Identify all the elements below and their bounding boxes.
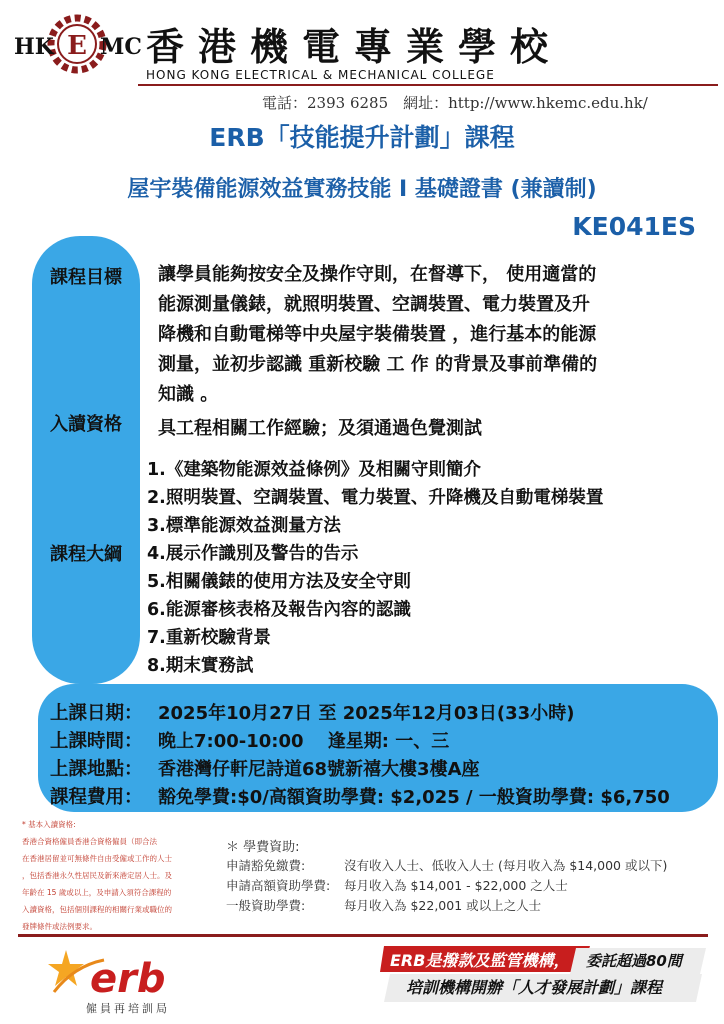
syllabus-item: 7.重新校驗背景 — [147, 628, 271, 648]
fee-row-label: 申請豁免繳費: — [226, 858, 306, 873]
footer-divider — [18, 934, 708, 937]
objective-line: 讓學員能夠按安全及操作守則，在督導下， 使用適當的 — [158, 264, 597, 285]
time-value: 晚上7:00-10:00 逢星期: 一、三 — [158, 731, 450, 752]
header-divider — [138, 84, 718, 86]
college-name-en: HONG KONG ELECTRICAL & MECHANICAL COLLEGE — [146, 68, 495, 82]
objective-line: 測量，並初步認識 重新校驗 工 作 的背景及事前準備的 — [158, 354, 598, 375]
svg-text:erb: erb — [90, 956, 166, 1002]
fee-value: 豁免學費:$0/高額資助學費: $2,025 / 一般資助學費: $6,750 — [158, 787, 670, 808]
svg-text:MC: MC — [100, 34, 142, 60]
fee-row-desc: 沒有收入人士、低收入人士 (每月收入為 $14,000 或以下) — [344, 858, 668, 873]
objective-text — [158, 260, 698, 410]
note-line: 發牌條件或法例要求。 — [22, 922, 97, 931]
fee-row-desc: 每月收入為 $14,001 - $22,000 之人士 — [344, 878, 568, 893]
syllabus-item: 5.相關儀錶的使用方法及安全守則 — [147, 572, 411, 592]
note-line: 在香港居留並可無條件自由受僱或工作的人士 — [22, 854, 172, 863]
venue-label: 上課地點： — [50, 759, 143, 780]
objective-line: 能源測量儀錶，就照明裝置、空調裝置、電力裝置及升 — [158, 294, 590, 315]
erb-subtitle: 僱員再培訓局 — [86, 1002, 170, 1015]
time-label: 上課時間： — [50, 731, 143, 752]
note-line: 香港合資格僱員香港合資格僱員（即合法 — [22, 837, 157, 846]
banner-side-text: 委託超過80間 — [586, 952, 682, 970]
section-label-pill — [32, 236, 140, 684]
dates-value: 2025年10月27日 至 2025年12月03日(33小時) — [158, 703, 575, 724]
note-line: ，包括香港永久性居民及新來港定居人士。及 — [22, 871, 172, 880]
note-line: 入讀資格，包括個別課程的相關行業或職位的 — [22, 905, 172, 914]
erb-logo — [44, 946, 194, 1002]
fee-label: 課程費用： — [50, 787, 143, 808]
eligibility-notes — [22, 816, 214, 935]
syllabus-item: 3.標準能源效益測量方法 — [147, 516, 341, 536]
label-syllabus: 課程大綱 — [50, 544, 122, 565]
svg-text:HK: HK — [14, 34, 54, 60]
syllabus-item: 4.展示作識別及警告的告示 — [147, 544, 359, 564]
banner-red-text: ERB是撥款及監管機構， — [390, 951, 570, 970]
program-title: ERB「技能提升計劃」課程 — [209, 123, 515, 152]
hkemc-logo — [12, 10, 142, 84]
syllabus-item: 8.期末實務試 — [147, 656, 254, 676]
fee-row-label: 申請高額資助學費: — [226, 878, 331, 893]
college-name-zh: 香港機電專業學校 — [146, 24, 563, 69]
fee-assistance-title: ＊ 學費資助: — [226, 840, 300, 855]
syllabus-item: 1.《建築物能源效益條例》及相關守則簡介 — [147, 460, 481, 480]
venue-value: 香港灣仔軒尼詩道68號新禧大樓3樓A座 — [158, 759, 480, 780]
objective-line: 知識 。 — [158, 384, 219, 405]
svg-text:E: E — [67, 31, 87, 61]
fee-row-desc: 每月收入為 $22,001 或以上之人士 — [344, 898, 542, 913]
note-line: 年齡在 15 歲或以上，及申請入須符合課程的 — [22, 888, 172, 897]
objective-line: 降機和自動電梯等中央屋宇裝備裝置 ，進行基本的能源 — [158, 324, 597, 345]
course-code: KE041ES — [572, 212, 696, 241]
syllabus-item: 2.照明裝置、空調裝置、電力裝置、升降機及自動電梯裝置 — [147, 488, 604, 508]
fee-row-label: 一般資助學費: — [226, 898, 306, 913]
banner-line2: 培訓機構開辦「人才發展計劃」課程 — [406, 978, 663, 997]
course-title: 屋宇裝備能源效益實務技能 I 基礎證書 (兼讀制) — [127, 177, 597, 202]
note-line: * 基本入讀資格: — [22, 820, 76, 829]
label-admission: 入讀資格 — [50, 414, 122, 435]
syllabus-item: 6.能源審核表格及報告內容的認識 — [147, 600, 411, 620]
contact-info: 電話：2393 6285 網址：http://www.hkemc.edu.hk/ — [262, 94, 648, 112]
label-objective: 課程目標 — [50, 267, 122, 288]
admission-text: 具工程相關工作經驗；及須通過色覺測試 — [158, 418, 482, 439]
dates-label: 上課日期： — [50, 703, 143, 724]
